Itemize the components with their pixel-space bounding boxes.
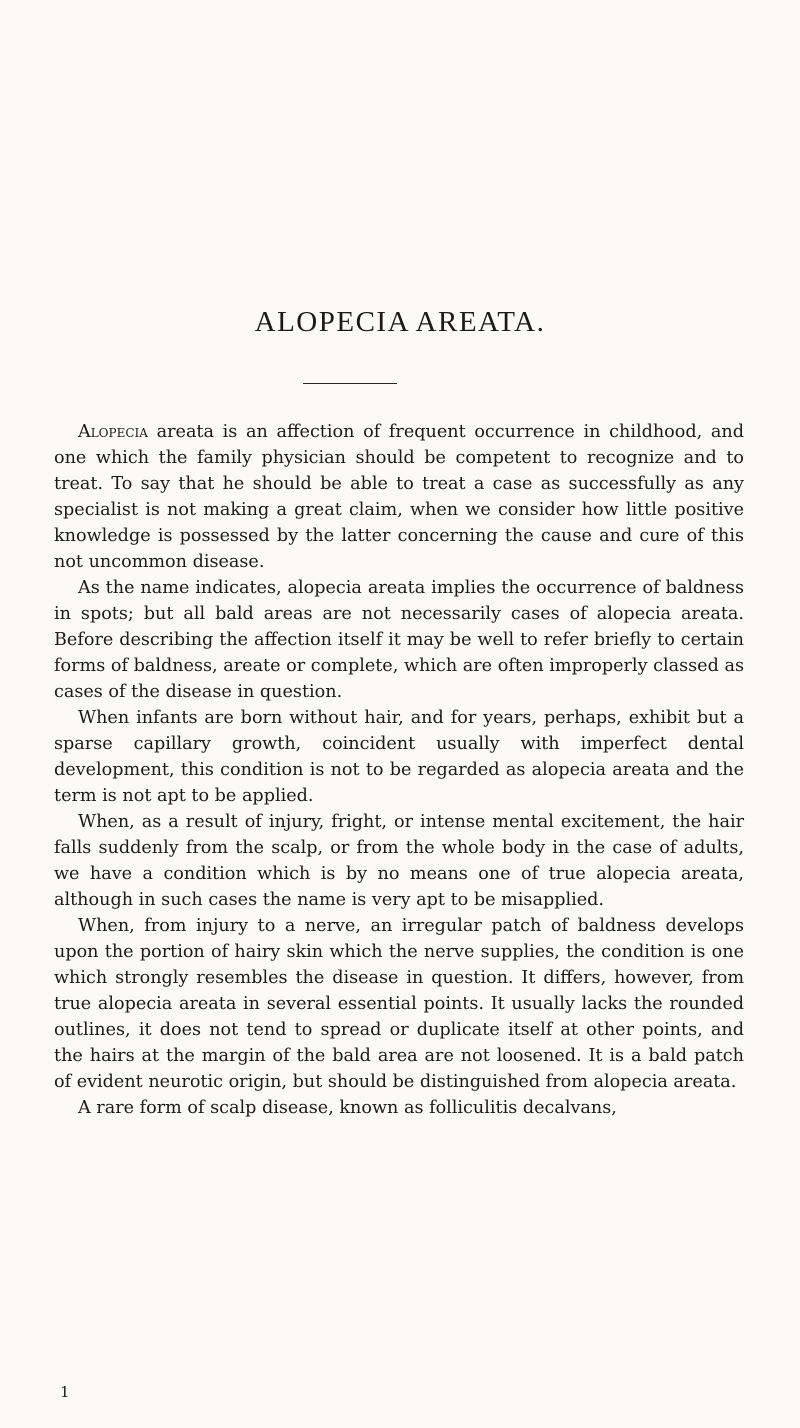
- paragraph-text: As the name indicates, alopecia areata implies the occurrence of baldness in spots; but all bald areas are not necessarily cases of alopecia areata. Before describing the affection itself it may be well to refer briefly to certain forms of baldness, areate or complete, which are often improperly classed as cases of the disease in question.: [54, 578, 744, 702]
- paragraph: [54, 1095, 744, 1121]
- paragraph-text: When infants are born without hair, and for years, perhaps, exhibit but a sparse capillary growth, coincident usually with imperfect dental development, this condition is not to be regarded as alopecia areata and the term is not apt to be applied.: [54, 708, 744, 806]
- paragraph-text: When, as a result of injury, fright, or intense mental excitement, the hair falls suddenly from the scalp, or from the whole body in the case of adults, we have a condition which is by no means one of true alopecia areata, although in such cases the name is very apt to be misapplied.: [54, 812, 744, 910]
- paragraph: [54, 419, 744, 575]
- paragraph-text: areata is an affection of frequent occurrence in childhood, and one which the family physician should be competent to recognize and to treat. To say that he should be able to treat a case as successfully as any specialist is not making a great claim, when we consider how little positive knowledge is possessed by the latter concerning the cause and cure of this not uncommon disease.: [54, 422, 744, 572]
- paragraph: [54, 913, 744, 1095]
- paragraph: [54, 809, 744, 913]
- title-divider-rule: [303, 383, 397, 384]
- paragraph: [54, 705, 744, 809]
- body-text: [54, 419, 744, 1121]
- paragraph: [54, 575, 744, 705]
- chapter-title: ALOPECIA AREATA.: [254, 306, 546, 338]
- page-number: 1: [60, 1383, 70, 1401]
- paragraph-text: When, from injury to a nerve, an irregular patch of baldness develops upon the portion of hairy skin which the nerve supplies, the condition is one which strongly resembles the disease in question. It differs, however, from true alopecia areata in several essential points. It usually lacks the rounded outlines, it does not tend to spread or duplicate itself at other points, and the hairs at the margin of the bald area are not loosened. It is a bald patch of evident neurotic origin, but should be distinguished from alopecia areata.: [54, 916, 744, 1092]
- paragraph-text: A rare form of scalp disease, known as folliculitis decalvans,: [78, 1098, 617, 1118]
- paragraph-lead-word: Alopecia: [78, 422, 148, 442]
